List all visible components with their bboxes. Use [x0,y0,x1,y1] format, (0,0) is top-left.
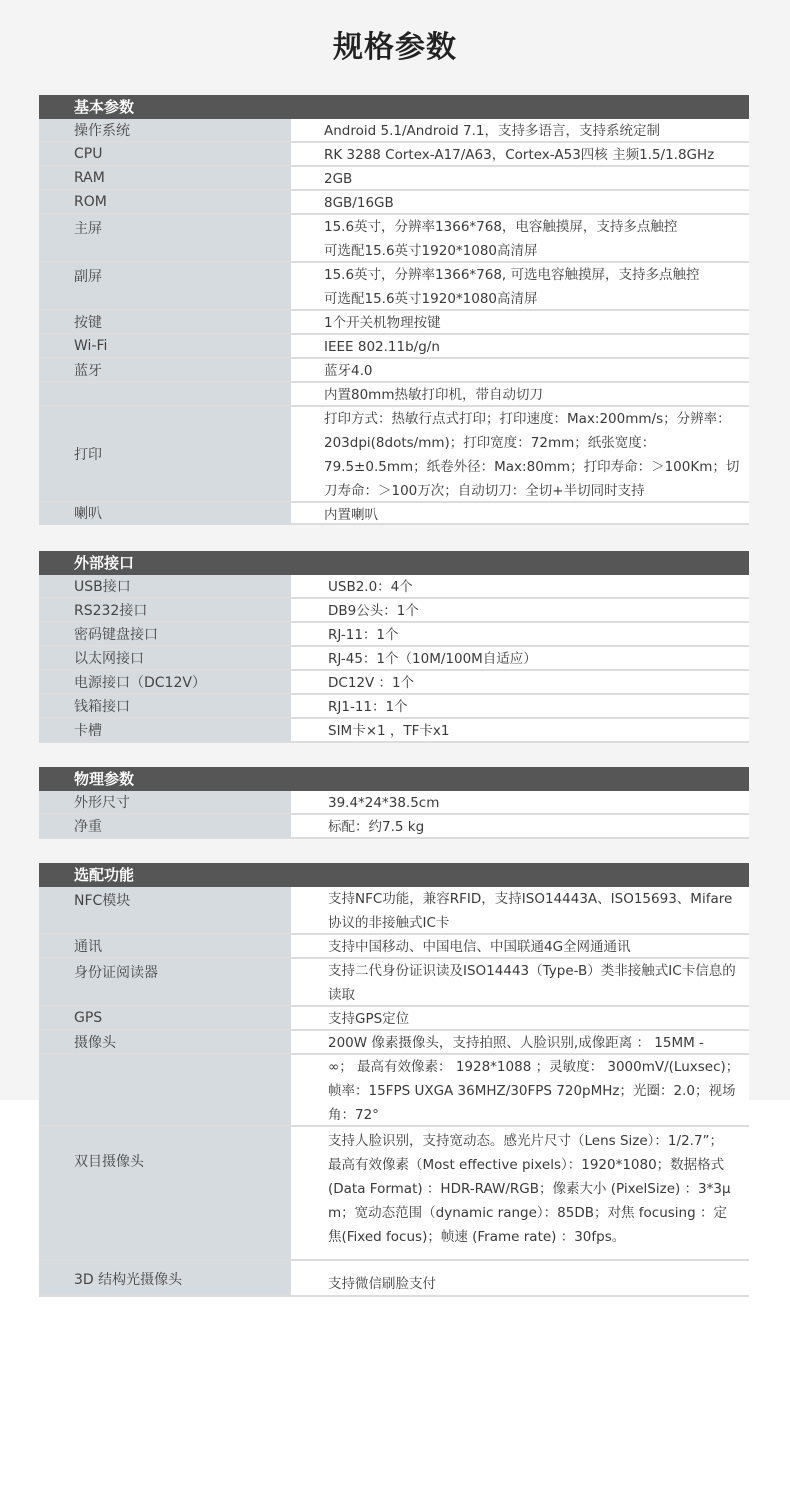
spec-key: 3D 结构光摄像头 [39,1261,291,1295]
spec-key: 通讯 [39,935,291,957]
section-title: 选配功能 [39,863,749,887]
spec-row-card-slot [39,719,749,743]
spec-value: DC12V ：1个 [291,671,749,693]
section-optional-features [39,863,749,1297]
spec-value: RJ-11：1个 [291,623,749,645]
spec-key: 净重 [39,815,291,837]
spec-row-power [39,671,749,695]
spec-row-printer-builtin [39,383,749,407]
spec-key: 外形尺寸 [39,791,291,813]
spec-value: RK 3288 Cortex-A17/A63，Cortex-A53四核 主频1.5/1.8GHz [291,143,749,165]
spec-key: ROM [39,191,291,213]
spec-row-gps [39,1007,749,1031]
section-basic-params [39,95,749,525]
spec-value: 8GB/16GB [291,191,749,213]
spec-key: 电源接口（DC12V） [39,671,291,693]
spec-row-speaker [39,503,749,525]
spec-row-3d-camera [39,1261,749,1297]
spec-key: 喇叭 [39,503,291,523]
spec-key: 双目摄像头 [39,1127,291,1259]
spec-value: 15.6英寸，分辨率1366*768，电容触摸屏，支持多点触控 可选配15.6英寸1920*1080高清屏 [291,215,749,261]
spec-value: 蓝牙4.0 [291,359,749,381]
spec-key: GPS [39,1007,291,1029]
spec-row-id-reader [39,959,749,1007]
spec-row-pinpad [39,623,749,647]
spec-value: ∞； 最高有效像素： 1928*1088 ；灵敏度： 3000mV/(Luxsec)； 帧率：15FPS UXGA 36MHZ/30FPS 720pMHz；光圈：2.0；视场 角：72° [291,1055,749,1125]
page-title: 规格参数 [333,30,457,65]
section-physical-params [39,767,749,839]
spec-value: 39.4*24*38.5cm [291,791,749,813]
spec-value: USB2.0：4个 [291,575,749,597]
spec-value: 支持NFC功能，兼容RFID，支持ISO14443A、ISO15693、Mifare 协议的非接触式IC卡 [291,887,749,933]
spec-row-keys [39,311,749,335]
spec-row-weight [39,815,749,839]
spec-value: 15.6英寸，分辨率1366*768, 可选电容触摸屏，支持多点触控 可选配15.6英寸1920*1080高清屏 [291,263,749,309]
spec-row-dual-camera [39,1127,749,1261]
spec-row-sub-screen [39,263,749,311]
spec-key: 操作系统 [39,119,291,141]
spec-row-camera [39,1031,749,1055]
spec-key: RS232接口 [39,599,291,621]
spec-row-rom [39,191,749,215]
spec-value: RJ1-11：1个 [291,695,749,717]
spec-row-usb [39,575,749,599]
spec-value: 2GB [291,167,749,189]
spec-value: 支持中国移动、中国电信、中国联通4G全网通通讯 [291,935,749,957]
spec-key: 打印 [39,407,291,501]
spec-row-cpu [39,143,749,167]
section-title: 物理参数 [39,767,749,791]
spec-value: 内置喇叭 [291,503,749,523]
spec-value: 200W 像素摄像头，支持拍照、人脸识别,成像距离 ： 15MM - [291,1031,749,1053]
spec-value: 支持GPS定位 [291,1007,749,1029]
spec-row-ethernet [39,647,749,671]
spec-value: RJ-45：1个（10M/100M自适应） [291,647,749,669]
spec-value: SIM卡×1 ，TF卡x1 [291,719,749,741]
spec-row-main-screen [39,215,749,263]
spec-key: Wi-Fi [39,335,291,357]
spec-row-bluetooth [39,359,749,383]
spec-key: 卡槽 [39,719,291,741]
spec-value: 打印方式：热敏行点式打印；打印速度：Max:200mm/s；分辨率： 203dpi(8dots/mm)；打印宽度：72mm；纸张宽度： 79.5±0.5mm；纸卷外径：Max:80mm；打印寿命：＞100Km；切 刀寿命：＞100万次；自动切刀：全切+半切同时支持 [291,407,749,501]
spec-value: 支持人脸识别，支持宽动态。感光片尺寸（Lens Size）：1/2.7”； 最高有效像素（Most effective pixels）：1920*1080；数据格式 (Data Format) ：HDR-RAW/RGB；像素大小 (PixelSize) ：3*3μ m；宽动态范围（dynamic range）：85DB；对焦 focusing ：定 焦(Fixed focus)；帧速 (Frame rate) ：30fps。 [291,1127,749,1259]
spec-row-nfc [39,887,749,935]
spec-key: 以太网接口 [39,647,291,669]
section-title: 外部接口 [39,551,749,575]
spec-row-rs232 [39,599,749,623]
section-external-interfaces [39,551,749,743]
spec-row-print [39,407,749,503]
spec-key: 副屏 [39,263,291,309]
spec-row-os [39,119,749,143]
spec-row-wifi [39,335,749,359]
spec-value: 支持微信刷脸支付 [291,1261,749,1295]
spec-value: 标配：约7.5 kg [291,815,749,837]
spec-value: 内置80mm热敏打印机，带自动切刀 [291,383,749,405]
spec-key: NFC模块 [39,887,291,933]
spec-value: IEEE 802.11b/g/n [291,335,749,357]
spec-key: USB接口 [39,575,291,597]
spec-key [39,383,291,405]
spec-value: 1个开关机物理按键 [291,311,749,333]
section-title: 基本参数 [39,95,749,119]
spec-key: 按键 [39,311,291,333]
spec-key: 钱箱接口 [39,695,291,717]
spec-key [39,1055,291,1125]
spec-key: 摄像头 [39,1031,291,1053]
spec-row-comm [39,935,749,959]
spec-row-dimensions [39,791,749,815]
spec-key: CPU [39,143,291,165]
spec-value: DB9公头：1个 [291,599,749,621]
spec-key: 主屏 [39,215,291,261]
spec-key: RAM [39,167,291,189]
spec-value: Android 5.1/Android 7.1，支持多语言，支持系统定制 [291,119,749,141]
spec-row-camera-cont [39,1055,749,1127]
spec-key: 身份证阅读器 [39,959,291,1005]
spec-row-ram [39,167,749,191]
spec-row-cash-drawer [39,695,749,719]
spec-value: 支持二代身份证识读及ISO14443（Type-B）类非接触式IC卡信息的 读取 [291,959,749,1005]
spec-key: 蓝牙 [39,359,291,381]
spec-key: 密码键盘接口 [39,623,291,645]
